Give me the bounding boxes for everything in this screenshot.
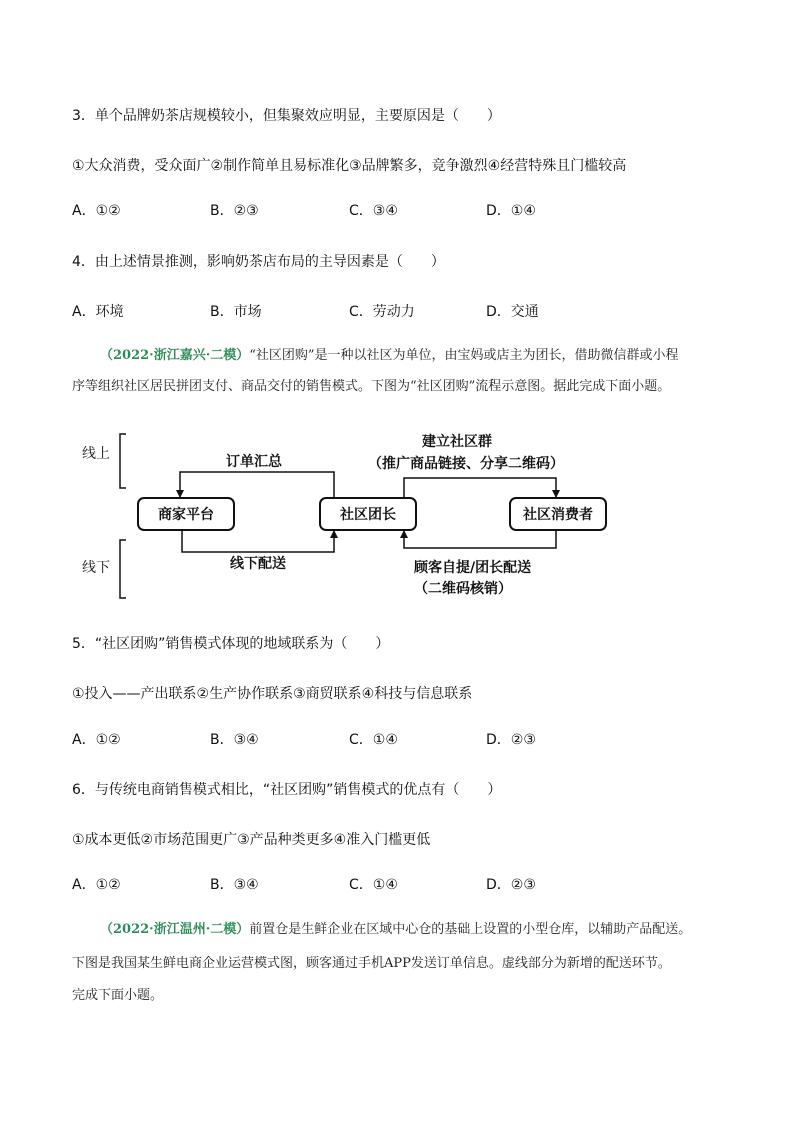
offline-label: 线下 [82, 560, 110, 576]
community-group-buying-diagram [72, 428, 632, 608]
q4-option-a[interactable]: A．环境 [72, 304, 124, 320]
community-leader-label: 社区团长 [340, 507, 396, 523]
q4-option-c[interactable]: C．劳动力 [349, 304, 415, 320]
online-bracket [120, 434, 126, 488]
build-group-detail: （推广商品链接、分享二维码） [368, 456, 564, 472]
q3-stem: 3．单个品牌奶茶店规模较小，但集聚效应明显，主要原因是（ ） [72, 108, 501, 124]
q6-option-a[interactable]: A．①② [72, 877, 121, 893]
order-summary-arrow [180, 472, 334, 498]
q5-option-c[interactable]: C．①④ [349, 732, 398, 748]
context1-source: （2022·浙江嘉兴·二模） [100, 348, 250, 363]
context2-line3: 完成下面小题。 [72, 988, 164, 1003]
q4-stem: 4．由上述情景推测，影响奶茶店布局的主导因素是（ ） [72, 254, 445, 270]
q6-option-b[interactable]: B．③④ [210, 877, 259, 893]
q5-stem: 5．“社区团购”销售模式体现的地域联系为（ ） [72, 636, 390, 652]
context2-source: （2022·浙江温州·二模） [100, 922, 250, 937]
q4-option-b[interactable]: B．市场 [210, 304, 262, 320]
pickup-delivery-arrow [404, 530, 556, 548]
q6-statements: ①成本更低②市场范围更广③产品种类更多④准入门槛更低 [72, 832, 431, 848]
pickup-delivery-label: 顾客自提/团长配送 [414, 560, 532, 576]
q5-option-d[interactable]: D．②③ [486, 732, 536, 748]
q3-option-a[interactable]: A．①② [72, 203, 121, 219]
context2 [72, 914, 742, 945]
q3-option-d[interactable]: D．①④ [486, 203, 536, 219]
q5-option-a[interactable]: A．①② [72, 732, 121, 748]
offline-delivery-label: 线下配送 [230, 556, 286, 572]
q3-option-c[interactable]: C．③④ [349, 203, 398, 219]
offline-delivery-arrow [182, 530, 334, 552]
online-label: 线上 [82, 446, 110, 462]
context1-line2: 序等组织社区居民拼团支付、商品交付的销售模式。下图为“社区团购”流程示意图。据此完成下面小题。 [72, 379, 671, 394]
q6-option-d[interactable]: D．②③ [486, 877, 536, 893]
merchant-platform-label: 商家平台 [158, 507, 214, 523]
context2-line2: 下图是我国某生鲜电商企业运营模式图，顾客通过手机APP发送订单信息。虚线部分为新增的配送环节。 [72, 956, 671, 971]
context1-line1: “社区团购”是一种以社区为单位，由宝妈或店主为团长，借助微信群或小程 [249, 348, 679, 363]
q3-statements: ①大众消费，受众面广②制作简单且易标准化③品牌繁多，竞争激烈④经营特殊且门槛较高 [72, 158, 627, 174]
build-group-label: 建立社区群 [422, 434, 492, 450]
context2-end [72, 980, 742, 1011]
q6-option-c[interactable]: C．①④ [349, 877, 398, 893]
q5-option-b[interactable]: B．③④ [210, 732, 259, 748]
order-summary-label: 订单汇总 [226, 454, 282, 470]
q3-option-b[interactable]: B．②③ [210, 203, 259, 219]
context1-cont [72, 371, 742, 402]
community-consumer-label: 社区消费者 [523, 507, 593, 523]
pickup-detail: （二维码核销） [414, 581, 512, 597]
q5-statements: ①投入——产出联系②生产协作联系③商贸联系④科技与信息联系 [72, 686, 473, 702]
q4-option-d[interactable]: D．交通 [486, 304, 539, 320]
context2-cont [72, 948, 742, 979]
context2-line1: 前置仓是生鲜企业在区域中心仓的基础上设置的小型仓库，以辅助产品配送。 [249, 922, 692, 937]
build-group-arrow [404, 478, 556, 498]
context1 [72, 340, 742, 371]
q6-stem: 6．与传统电商销售模式相比，“社区团购”销售模式的优点有（ ） [72, 782, 502, 798]
offline-bracket [120, 540, 126, 598]
